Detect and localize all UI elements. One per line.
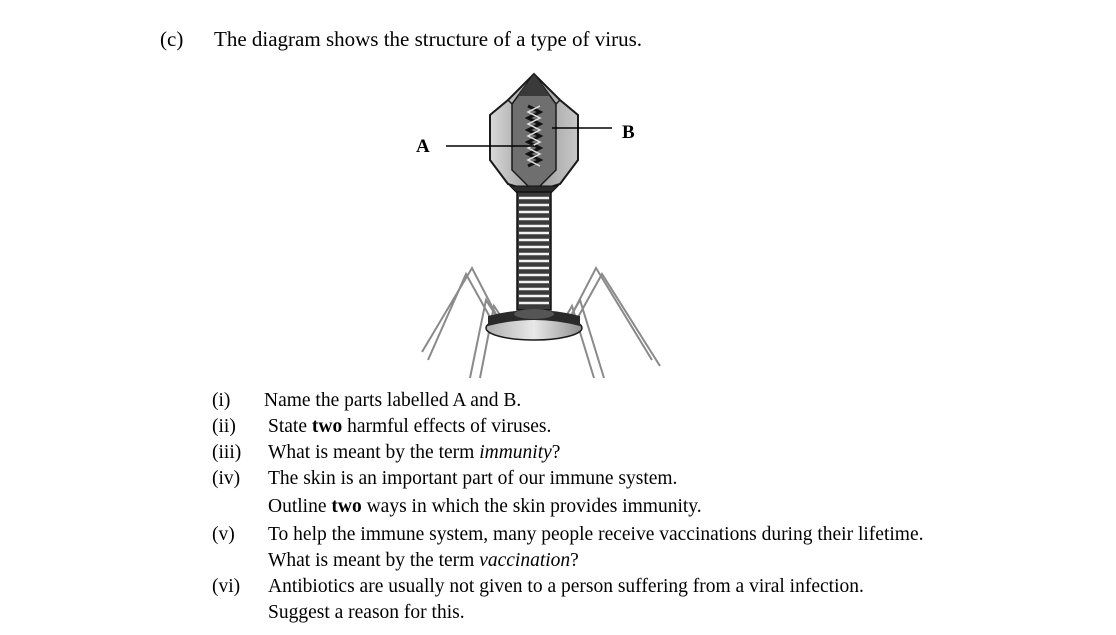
sub-question-text: State two harmful effects of viruses.: [268, 416, 552, 437]
sub-question-text: The skin is an important part of our immune system.: [268, 468, 678, 489]
sub-question-text: Outline two ways in which the skin provides immunity.: [268, 496, 702, 517]
sub-question-number: (iii): [212, 442, 242, 463]
sub-question-number: (i): [212, 390, 231, 411]
sub-question-number: (v): [212, 524, 235, 545]
sub-question-text: Suggest a reason for this.: [268, 602, 465, 623]
base-plate: [486, 309, 582, 340]
sub-question-text: Antibiotics are usually not given to a person suffering from a viral infection.: [268, 576, 864, 597]
question-intro: The diagram shows the structure of a type of virus.: [214, 27, 643, 51]
sub-question-text: What is meant by the term vaccination?: [268, 550, 579, 571]
sub-question-number: (vi): [212, 576, 241, 597]
virus-diagram: [400, 60, 700, 390]
tail-sheath: [517, 192, 551, 310]
label-b: B: [622, 122, 635, 143]
sub-question-text: What is meant by the term immunity?: [268, 442, 561, 463]
sub-question-number: (iv): [212, 468, 241, 489]
sub-question-number: (ii): [212, 416, 236, 437]
bacteriophage-illustration: [400, 60, 700, 390]
sub-question-text: Name the parts labelled A and B.: [264, 390, 522, 411]
label-a: A: [416, 136, 430, 157]
capsid-head: [490, 74, 578, 192]
question-label: (c): [160, 27, 184, 51]
sub-question-text: To help the immune system, many people receive vaccinations during their lifetime.: [268, 524, 924, 545]
